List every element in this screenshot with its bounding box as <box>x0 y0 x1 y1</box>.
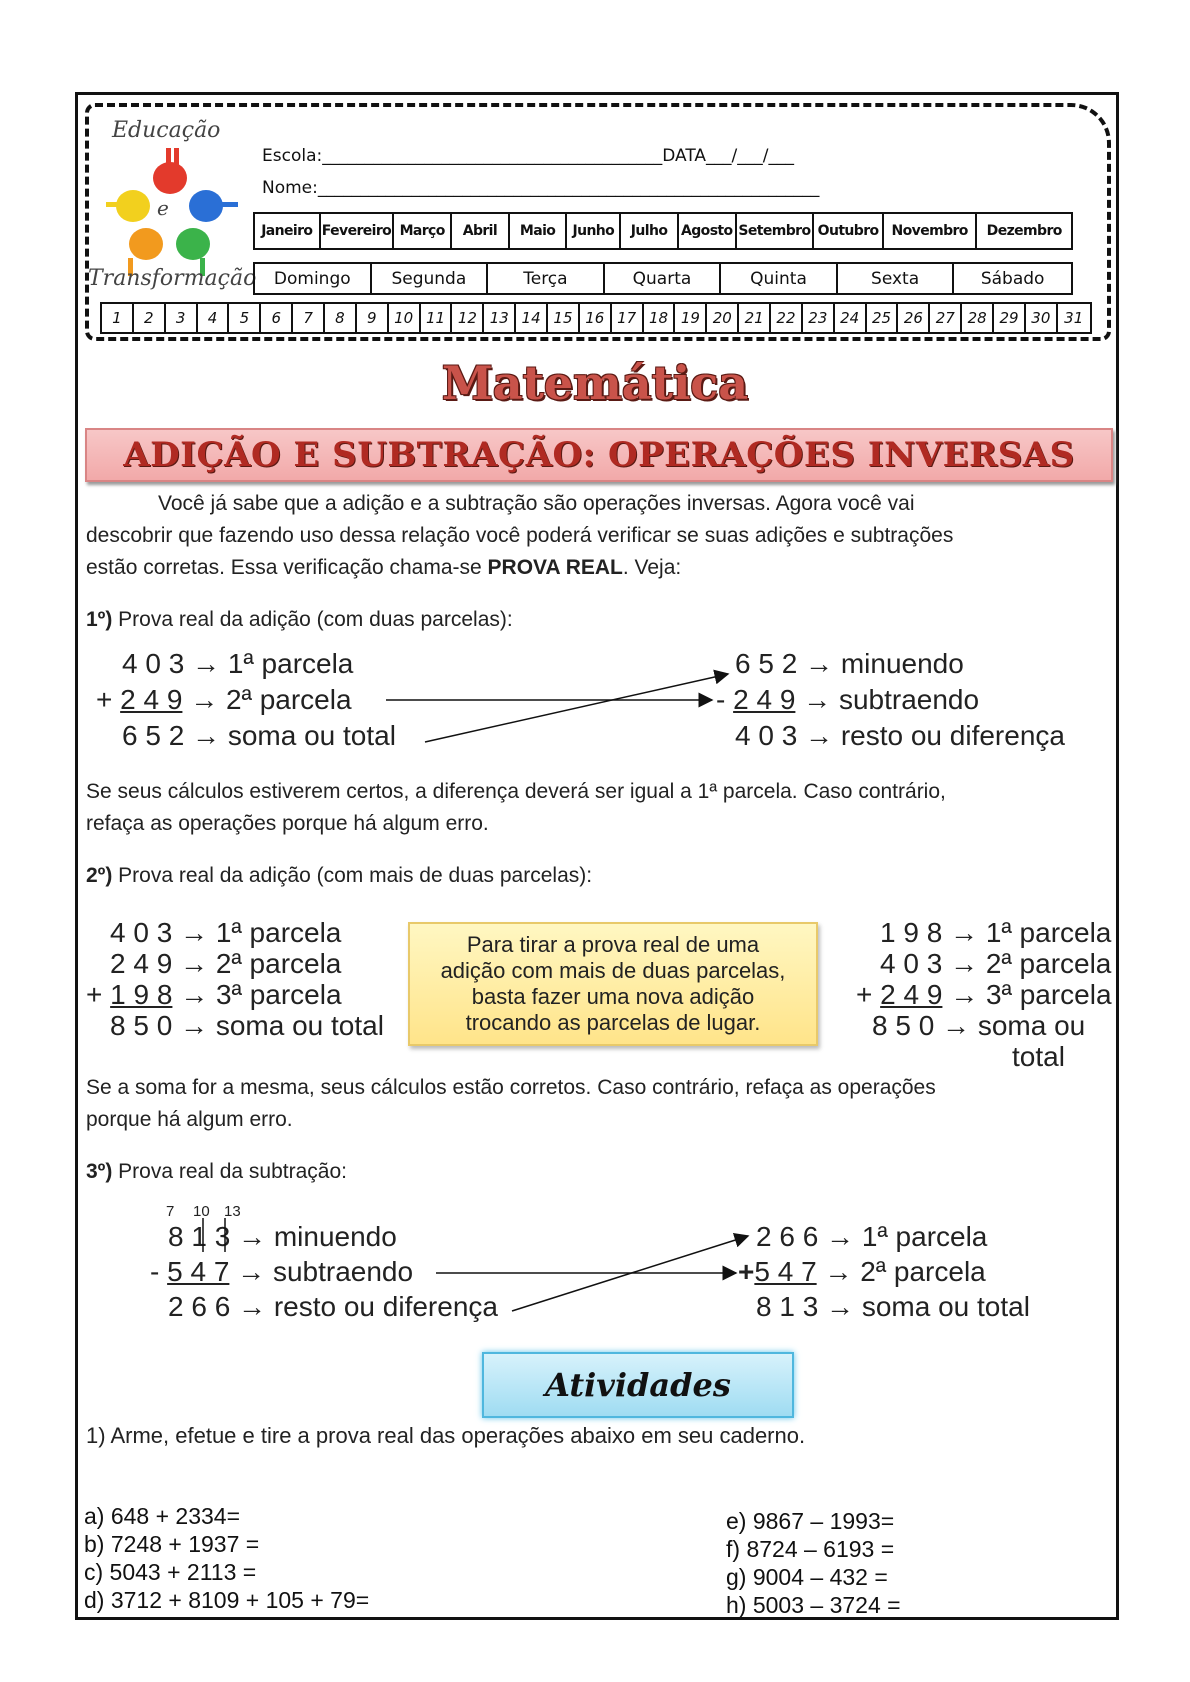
s2-left-row2: 2 4 9 → 2ª parcela <box>110 948 342 979</box>
s2-right-row4: 8 5 0 → soma ou <box>872 1010 1086 1041</box>
tip-line-3: basta fazer uma nova adição <box>471 984 755 1009</box>
intro-line-1: Você já sabe que a adição e a subtração são operações inversas. Agora você vai <box>158 492 915 515</box>
day-number-cell-9[interactable]: 10 <box>389 304 421 332</box>
day-number-cell-15[interactable]: 16 <box>580 304 612 332</box>
month-cell-4[interactable]: Maio <box>510 214 568 248</box>
logo-text-middle: e <box>157 196 169 220</box>
day-number-cell-29[interactable]: 30 <box>1026 304 1058 332</box>
weekday-cell-4[interactable]: Quinta <box>721 264 838 293</box>
day-number-cell-26[interactable]: 27 <box>930 304 962 332</box>
day-number-cell-7[interactable]: 8 <box>325 304 357 332</box>
day-number-cell-18[interactable]: 19 <box>675 304 707 332</box>
day-number-cell-4[interactable]: 5 <box>229 304 261 332</box>
exercise-a: a) 648 + 2334= <box>84 1503 241 1529</box>
s2-right-row1: 1 9 8 → 1ª parcela <box>880 917 1112 948</box>
day-number-cell-1[interactable]: 2 <box>134 304 166 332</box>
borrow-13: 13 <box>224 1203 241 1220</box>
s1-left-row3: 6 5 2 → soma ou total <box>122 720 396 751</box>
day-number-cell-5[interactable]: 6 <box>261 304 293 332</box>
s1-right-row3: 4 0 3 → resto ou diferença <box>735 720 1065 751</box>
day-number-cell-3[interactable]: 4 <box>198 304 230 332</box>
intro-line-2: descobrir que fazendo uso dessa relação você poderá verificar se suas adições e subtrações <box>86 524 954 547</box>
weekday-cell-5[interactable]: Sexta <box>838 264 955 293</box>
s3-right-row3: 8 1 3 → soma ou total <box>756 1291 1030 1322</box>
day-number-cell-23[interactable]: 24 <box>835 304 867 332</box>
intro-line-3: estão corretas. Essa verificação chama-se PROVA REAL. Veja: <box>86 556 682 579</box>
weekday-cell-3[interactable]: Quarta <box>605 264 722 293</box>
month-cell-11[interactable]: Dezembro <box>986 223 1062 239</box>
s1-left-row1: 4 0 3 → 1ª parcela <box>122 648 354 679</box>
month-cell-5[interactable]: Junho <box>567 214 621 248</box>
section3-heading: 3º) Prova real da subtração: <box>86 1160 347 1183</box>
day-number-cell-24[interactable]: 25 <box>867 304 899 332</box>
day-number-cell-13[interactable]: 14 <box>516 304 548 332</box>
borrow-10: 10 <box>193 1203 210 1220</box>
month-cell-0[interactable]: Janeiro <box>255 214 321 248</box>
activities-banner <box>482 1352 794 1418</box>
weekday-cell-0[interactable]: Domingo <box>255 264 372 293</box>
section1-heading: 1º) Prova real da adição (com duas parcelas): <box>86 608 513 631</box>
day-number-cell-27[interactable]: 28 <box>962 304 994 332</box>
exercise-e: e) 9867 – 1993= <box>726 1508 895 1534</box>
s3-left-row1: 8 1 3 → minuendo <box>168 1221 397 1252</box>
s1-right-row1: 6 5 2 → minuendo <box>735 648 964 679</box>
day-number-cell-28[interactable]: 29 <box>994 304 1026 332</box>
weekday-cell-6[interactable]: Sábado <box>980 268 1045 289</box>
day-number-cell-30[interactable]: 31 <box>1064 309 1084 327</box>
s2-left-row3: + 1 9 8 → 3ª parcela <box>86 979 342 1010</box>
day-number-cell-19[interactable]: 20 <box>707 304 739 332</box>
name-field[interactable]: Nome:___________________________________________________________ <box>262 178 820 198</box>
month-cell-9[interactable]: Outubro <box>814 214 884 248</box>
month-cell-3[interactable]: Abril <box>452 214 510 248</box>
s3-left-row2: - 5 4 7 → subtraendo <box>150 1256 414 1287</box>
subject-title: Matemática <box>441 356 749 410</box>
tip-line-4: trocando as parcelas de lugar. <box>465 1010 761 1035</box>
day-number-cell-10[interactable]: 11 <box>421 304 453 332</box>
section2-heading: 2º) Prova real da adição (com mais de duas parcelas): <box>86 864 593 887</box>
page-title: ADIÇÃO E SUBTRAÇÃO: OPERAÇÕES INVERSAS <box>123 435 1075 475</box>
s2-right-row2: 4 0 3 → 2ª parcela <box>880 948 1112 979</box>
tip-line-2: adição com mais de duas parcelas, <box>440 958 786 983</box>
day-number-cell-22[interactable]: 23 <box>803 304 835 332</box>
month-cell-2[interactable]: Março <box>394 214 452 248</box>
weekday-cell-1[interactable]: Segunda <box>372 264 489 293</box>
day-number-cell-2[interactable]: 3 <box>166 304 198 332</box>
s2-right-row3: + 2 4 9 → 3ª parcela <box>856 979 1112 1010</box>
s3-right-row1: 2 6 6 → 1ª parcela <box>756 1221 988 1252</box>
exercise-c: c) 5043 + 2113 = <box>84 1559 257 1585</box>
day-number-cell-16[interactable]: 17 <box>612 304 644 332</box>
day-number-cell-6[interactable]: 7 <box>293 304 325 332</box>
section2-note-1: Se a soma for a mesma, seus cálculos estão corretos. Caso contrário, refaça as operações <box>86 1076 936 1099</box>
exercise-d: d) 3712 + 8109 + 105 + 79= <box>84 1587 370 1613</box>
s1-arrow-minuendo <box>425 674 728 742</box>
prova-real-term: PROVA REAL <box>487 556 623 579</box>
exercise-f: f) 8724 – 6193 = <box>726 1536 895 1562</box>
day-number-cell-20[interactable]: 21 <box>739 304 771 332</box>
s3-right-row2: +5 4 7 → 2ª parcela <box>738 1256 986 1287</box>
s3-left-row3: 2 6 6 → resto ou diferença <box>168 1291 498 1322</box>
day-number-cell-25[interactable]: 26 <box>898 304 930 332</box>
day-number-cell-17[interactable]: 18 <box>644 304 676 332</box>
day-number-cell-12[interactable]: 13 <box>484 304 516 332</box>
exercise-h: h) 5003 – 3724 = <box>726 1592 901 1618</box>
weekday-cell-2[interactable]: Terça <box>488 264 605 293</box>
exercise-g: g) 9004 – 432 = <box>726 1564 888 1590</box>
s2-left-row4: 8 5 0 → soma ou total <box>110 1010 384 1041</box>
tip-line-1: Para tirar a prova real de uma <box>466 932 760 957</box>
day-number-cell-14[interactable]: 15 <box>548 304 580 332</box>
school-date-field[interactable]: Escola:________________________________________DATA___/___/___ <box>262 146 794 166</box>
activities-instruction: 1) Arme, efetue e tire a prova real das operações abaixo em seu caderno. <box>86 1423 806 1448</box>
day-number-cell-21[interactable]: 22 <box>771 304 803 332</box>
month-cell-6[interactable]: Julho <box>621 214 679 248</box>
s1-right-row2: - 2 4 9 → subtraendo <box>716 684 980 715</box>
exercise-b: b) 7248 + 1937 = <box>84 1531 260 1557</box>
day-number-cell-0[interactable]: 1 <box>102 304 134 332</box>
month-cell-7[interactable]: Agosto <box>679 214 737 248</box>
s1-left-row2: + 2 4 9 → 2ª parcela <box>96 684 352 715</box>
logo-text-bottom: Transformação <box>88 266 257 291</box>
month-cell-10[interactable]: Novembro <box>884 214 978 248</box>
section2-note-2: porque há algum erro. <box>86 1108 293 1131</box>
s2-right-row5: total <box>1012 1041 1065 1072</box>
day-number-cell-11[interactable]: 12 <box>452 304 484 332</box>
month-cell-1[interactable]: Fevereiro <box>321 214 395 248</box>
logo-text-top: Educação <box>112 118 221 143</box>
section1-note-2: refaça as operações porque há algum erro. <box>86 812 489 835</box>
month-cell-8[interactable]: Setembro <box>737 214 815 248</box>
day-number-cell-8[interactable]: 9 <box>357 304 389 332</box>
s2-left-row1: 4 0 3 → 1ª parcela <box>110 917 342 948</box>
section1-note-1: Se seus cálculos estiverem certos, a diferença deverá ser igual a 1ª parcela. Caso contrário, <box>86 780 946 803</box>
borrow-7: 7 <box>166 1203 175 1220</box>
activities-title: Atividades <box>545 1366 731 1404</box>
